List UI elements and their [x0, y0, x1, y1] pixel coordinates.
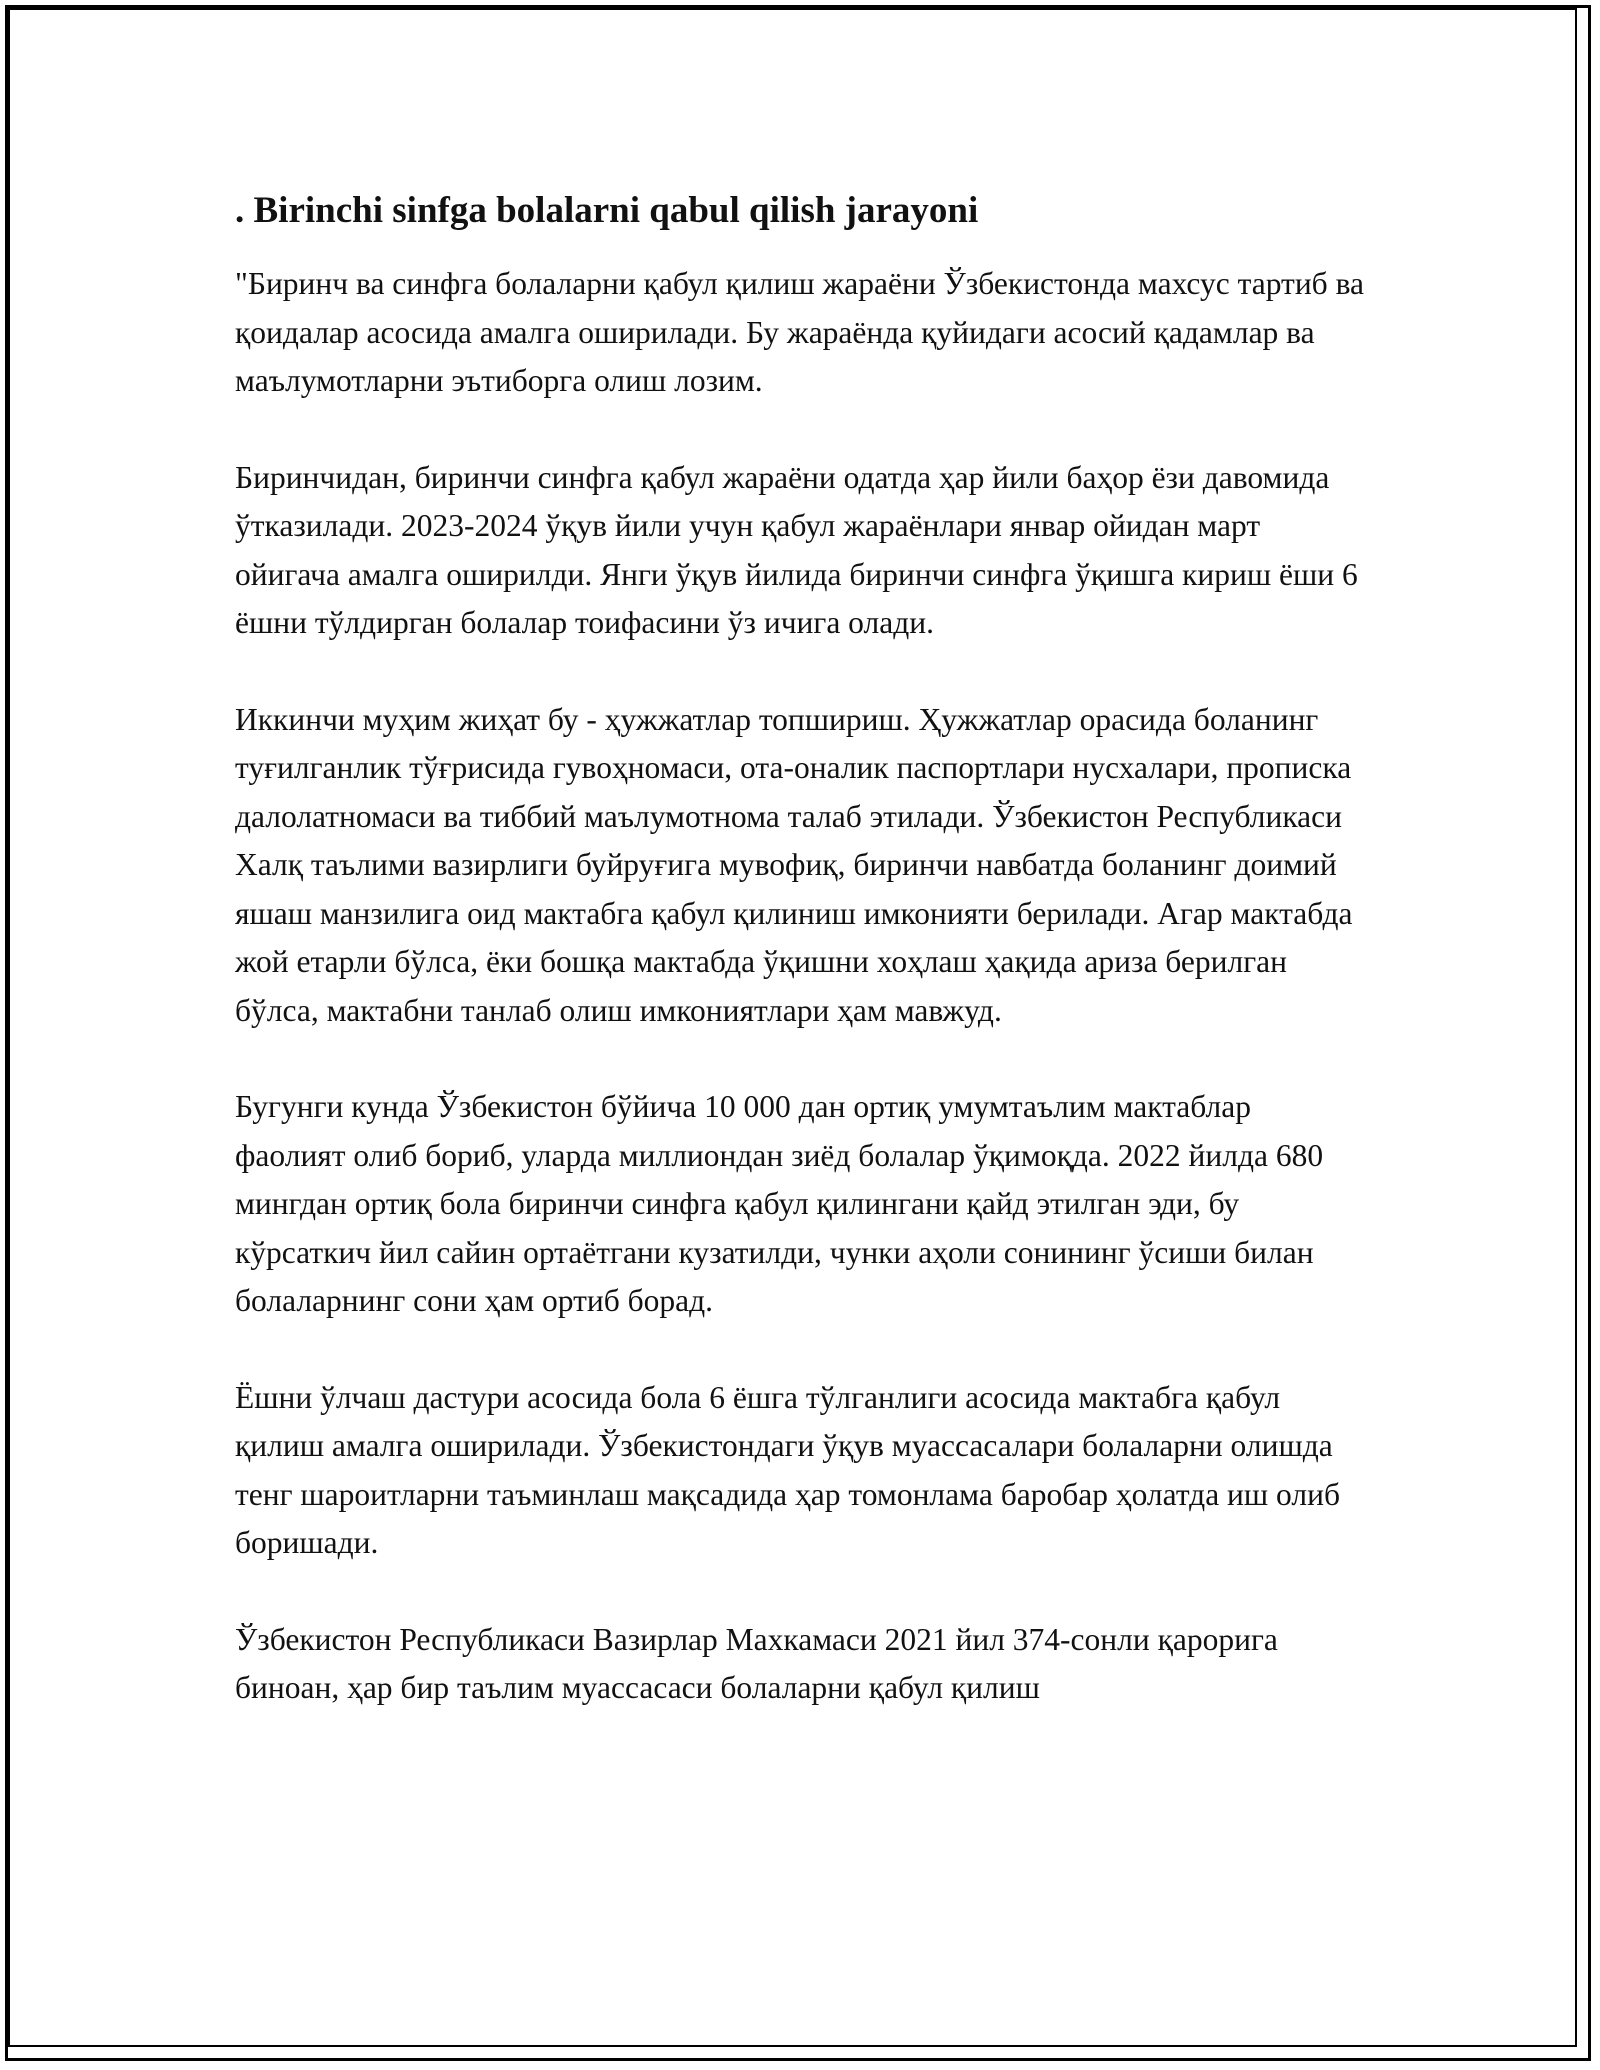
document-paragraph-4: Бугунги кунда Ўзбекистон бўйича 10 000 дан ортиқ умумтаълим мактаблар фаолият олиб бориб, уларда миллиондан зиёд болалар ўқимоқда. 2022 йилда 680 мингдан ортиқ бола биринчи синфга қабул қилингани қайд этилган эди, бу кўрсаткич йил сайин ортаётгани кузатилди, чунки аҳоли сонининг ўсиши билан болаларнинг сони ҳам ортиб борад. — [235, 1089, 1324, 1318]
document-paragraph-5: Ёшни ўлчаш дастури асосида бола 6 ёшга тўлганлиги асосида мактабга қабул қилиш амалга оширилади. Ўзбекистондаги ўқув муассасалари болаларни олишда тенг шароитларни таъминлаш мақсадида ҳар томонлама баробар ҳолатда иш олиб боришади. — [235, 1379, 1340, 1560]
document-paragraph-6: Ўзбекистон Республикаси Вазирлар Махкамаси 2021 йил 374-сонли қарорига биноан, ҳар бир таълим муассасаси болаларни қабул қилиш — [235, 1621, 1278, 1705]
document-title: . Birinchi sinfga bolalarni qabul qilish jarayoni — [235, 190, 979, 231]
document-paragraph-1: "Биринч ва синфга болаларни қабул қилиш жараёни Ўзбекистонда махсус тартиб ва қоидалар асосида амалга оширилади. Бу жараёнда қуйидаги асосий қадамлар ва маълумотларни эътиборга олиш лозим. — [235, 266, 1365, 398]
document-paragraph-3: Иккинчи муҳим жиҳат бу - ҳужжатлар топшириш. Ҳужжатлар орасида боланинг туғилганлик тўғрисида гувоҳномаси, ота-оналик паспортлари нусхалари, прописка далолатномаси ва тиббий маълумотнома талаб этилади. Ўзбекистон Республикаси Халқ таълими вазирлиги буйруғига мувофиқ, биринчи навбатда боланинг доимий яшаш манзилига оид мактабга қабул қилиниш имконияти берилади. Агар мактабда жой етарли бўлса, ёки бошқа мактабда ўқишни хоҳлаш ҳақида ариза берилган бўлса, мактабни танлаб олиш имкониятлари ҳам мавжуд. — [235, 701, 1353, 1028]
document-paragraph-2: Биринчидан, биринчи синфга қабул жараёни одатда ҳар йили баҳор ёзи давомида ўтказилади. 2023-2024 ўқув йили учун қабул жараёнлари январ ойидан март ойигача амалга оширилди. Янги ўқув йилида биринчи синфга ўқишга кириш ёши 6 ёшни тўлдирган болалар тоифасини ўз ичига олади. — [235, 459, 1358, 640]
document-body — [235, 186, 1365, 1713]
